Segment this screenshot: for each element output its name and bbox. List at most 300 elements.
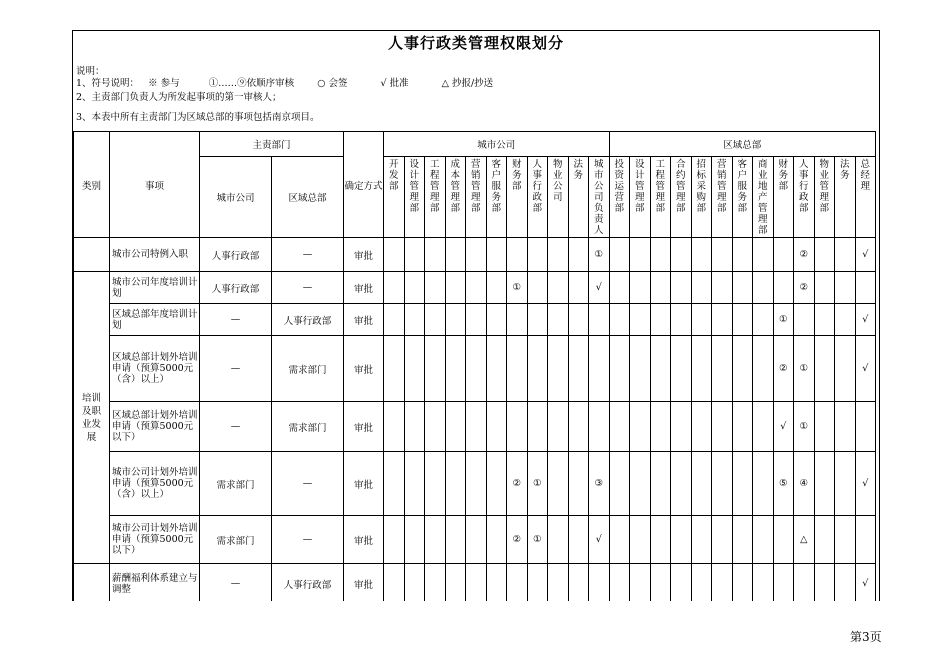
header-region-col-text: 客户服务部	[737, 159, 748, 214]
region-mark-cell	[691, 564, 712, 602]
region-mark-cell	[814, 516, 835, 564]
header-city-col	[589, 157, 610, 238]
note-2: 2、主责部门负责人为所发起事项的第一审核人；	[76, 92, 282, 103]
category-cell: 培训及职业发展	[74, 272, 110, 564]
item-cell: 城市公司计划外培训申请（预算5000元（含）以上）	[110, 452, 200, 516]
region-mark-cell	[794, 564, 815, 602]
region-mark-cell	[732, 402, 753, 452]
city-mark-cell	[425, 336, 446, 402]
city-mark-cell	[445, 304, 466, 336]
table-row	[74, 452, 876, 516]
header-region-col-text: 工程管理部	[655, 159, 666, 214]
region-mark-cell	[630, 272, 651, 304]
category-cell	[74, 564, 110, 602]
legend-prefix: 1、符号说明：	[76, 78, 140, 89]
legend-countersign: ○ 会签	[317, 78, 348, 89]
item-cell: 城市公司年度培训计划	[110, 272, 200, 304]
region-mark-cell	[712, 402, 733, 452]
header-region-col-text: 法务	[840, 159, 850, 181]
city-mark-cell	[527, 304, 548, 336]
header-city-col-text: 物业公司	[553, 159, 563, 203]
region-mark-cell	[630, 238, 651, 272]
region-mark-cell: ⑤	[773, 452, 794, 516]
region-mark-cell	[753, 564, 774, 602]
region-mark-cell	[671, 516, 692, 564]
city-mark-cell	[445, 238, 466, 272]
header-city-col	[568, 157, 589, 238]
region-mark-cell	[630, 564, 651, 602]
city-mark-cell	[507, 564, 528, 602]
city-mark-cell	[548, 452, 569, 516]
city-mark-cell: ②	[507, 452, 528, 516]
region-mark-cell: √	[773, 402, 794, 452]
header-item: 事项	[110, 132, 200, 238]
header-city-col-text: 开发部	[389, 159, 399, 192]
item-cell: 城市公司计划外培训申请（预算5000元以下）	[110, 516, 200, 564]
region-mark-cell	[814, 304, 835, 336]
header-region-col	[609, 157, 630, 238]
item-cell: 区域总部年度培训计划	[110, 304, 200, 336]
region-mark-cell	[691, 452, 712, 516]
region-mark-cell	[814, 402, 835, 452]
region-mark-cell	[691, 402, 712, 452]
legend-approve: √ 批准	[380, 78, 409, 89]
city-mark-cell	[548, 304, 569, 336]
city-mark-cell	[548, 402, 569, 452]
region-mark-cell	[732, 238, 753, 272]
city-mark-cell	[548, 516, 569, 564]
region-mark-cell	[630, 452, 651, 516]
header-region-col	[814, 157, 835, 238]
city-mark-cell	[425, 402, 446, 452]
method-cell: 审批	[344, 402, 384, 452]
region-mark-cell	[732, 272, 753, 304]
header-city-col	[466, 157, 487, 238]
header-region-col	[855, 157, 876, 238]
item-cell: 区域总部计划外培训申请（预算5000元以下）	[110, 402, 200, 452]
city-mark-cell	[527, 564, 548, 602]
region-mark-cell	[650, 402, 671, 452]
city-mark-cell	[384, 452, 405, 516]
region-mark-cell	[712, 272, 733, 304]
city-mark-cell	[568, 516, 589, 564]
region-mark-cell	[732, 564, 753, 602]
header-main-region: 区域总部	[272, 157, 344, 238]
header-city-col-text: 城市公司负责人	[594, 159, 604, 236]
city-mark-cell	[384, 564, 405, 602]
main-region-cell: 人事行政部	[272, 304, 344, 336]
city-mark-cell	[384, 238, 405, 272]
region-mark-cell	[814, 272, 835, 304]
city-mark-cell	[404, 238, 425, 272]
main-region-cell: 需求部门	[272, 402, 344, 452]
note-3: 3、本表中所有主责部门为区域总部的事项包括南京项目。	[76, 112, 320, 123]
region-mark-cell	[753, 402, 774, 452]
region-mark-cell	[855, 516, 876, 564]
city-mark-cell: ①	[527, 452, 548, 516]
header-region-col-text: 营销管理部	[717, 159, 727, 214]
city-mark-cell	[527, 272, 548, 304]
city-mark-cell	[507, 336, 528, 402]
region-mark-cell	[732, 452, 753, 516]
region-mark-cell: ②	[794, 272, 815, 304]
header-city-col-text: 成本管理部	[450, 159, 461, 214]
header-city-col-text: 营销管理部	[471, 159, 481, 214]
main-city-cell: —	[200, 304, 272, 336]
main-region-cell: 人事行政部	[272, 564, 344, 602]
main-city-cell: 需求部门	[200, 452, 272, 516]
region-mark-cell: √	[855, 238, 876, 272]
header-region-col	[691, 157, 712, 238]
header-city-col	[425, 157, 446, 238]
region-mark-cell	[814, 336, 835, 402]
main-city-cell: —	[200, 564, 272, 602]
region-mark-cell	[609, 336, 630, 402]
region-mark-cell	[855, 272, 876, 304]
city-mark-cell	[548, 564, 569, 602]
header-main-dept: 主责部门	[200, 132, 344, 157]
city-mark-cell	[568, 238, 589, 272]
region-mark-cell	[773, 564, 794, 602]
city-mark-cell	[404, 516, 425, 564]
legend-sequence: ①……⑨依顺序审核	[208, 78, 295, 89]
region-mark-cell	[712, 238, 733, 272]
region-mark-cell	[650, 564, 671, 602]
city-mark-cell	[548, 238, 569, 272]
region-mark-cell	[732, 516, 753, 564]
header-city-col-text: 设计管理部	[409, 159, 420, 214]
region-mark-cell	[671, 304, 692, 336]
city-mark-cell: √	[589, 516, 610, 564]
header-city-group: 城市公司	[384, 132, 610, 157]
region-mark-cell	[630, 304, 651, 336]
region-mark-cell	[773, 238, 794, 272]
region-mark-cell	[712, 336, 733, 402]
header-region-col-text: 人事行政部	[799, 159, 809, 214]
city-mark-cell	[507, 402, 528, 452]
city-mark-cell	[589, 402, 610, 452]
region-mark-cell	[609, 452, 630, 516]
city-mark-cell	[404, 304, 425, 336]
city-mark-cell	[384, 336, 405, 402]
region-mark-cell	[650, 304, 671, 336]
item-cell: 薪酬福利体系建立与调整	[110, 564, 200, 602]
city-mark-cell	[527, 238, 548, 272]
city-mark-cell: ①	[589, 238, 610, 272]
region-mark-cell: √	[855, 336, 876, 402]
region-mark-cell	[773, 272, 794, 304]
header-city-col	[384, 157, 405, 238]
city-mark-cell	[466, 272, 487, 304]
city-mark-cell	[384, 272, 405, 304]
region-mark-cell	[835, 304, 856, 336]
city-mark-cell	[445, 402, 466, 452]
main-region-cell: —	[272, 452, 344, 516]
permission-table	[73, 131, 876, 601]
city-mark-cell	[404, 402, 425, 452]
city-mark-cell: ①	[507, 272, 528, 304]
city-mark-cell	[425, 564, 446, 602]
city-mark-cell	[384, 516, 405, 564]
table-row	[74, 272, 876, 304]
region-mark-cell	[671, 238, 692, 272]
table-row	[74, 238, 876, 272]
header-city-col-text: 财务部	[512, 159, 522, 192]
region-mark-cell: ②	[794, 238, 815, 272]
region-mark-cell	[773, 516, 794, 564]
region-mark-cell	[712, 516, 733, 564]
table-row	[74, 402, 876, 452]
header-region-col	[712, 157, 733, 238]
region-mark-cell	[753, 238, 774, 272]
header-region-col	[671, 157, 692, 238]
header-region-col	[630, 157, 651, 238]
item-cell: 城市公司特例入职	[110, 238, 200, 272]
city-mark-cell	[589, 564, 610, 602]
city-mark-cell	[486, 272, 507, 304]
method-cell: 审批	[344, 238, 384, 272]
region-mark-cell	[814, 564, 835, 602]
city-mark-cell	[384, 402, 405, 452]
region-mark-cell	[814, 452, 835, 516]
region-mark-cell	[691, 304, 712, 336]
region-mark-cell	[835, 336, 856, 402]
region-mark-cell	[671, 402, 692, 452]
city-mark-cell	[589, 304, 610, 336]
method-cell: 审批	[344, 564, 384, 602]
header-region-col	[753, 157, 774, 238]
city-mark-cell	[486, 238, 507, 272]
region-mark-cell	[609, 238, 630, 272]
region-mark-cell: ①	[794, 336, 815, 402]
city-mark-cell	[404, 564, 425, 602]
header-region-col-text: 物业管理部	[819, 159, 830, 214]
main-region-cell: —	[272, 238, 344, 272]
header-region-col-text: 设计管理部	[635, 159, 645, 214]
main-city-cell: 需求部门	[200, 516, 272, 564]
city-mark-cell	[425, 516, 446, 564]
table-row	[74, 564, 876, 602]
header-region-col-text: 投资运营部	[614, 159, 625, 214]
header-city-col-text: 客户服务部	[491, 159, 502, 214]
city-mark-cell	[486, 402, 507, 452]
header-city-col	[507, 157, 528, 238]
city-mark-cell	[404, 452, 425, 516]
header-region-col	[794, 157, 815, 238]
main-region-cell: —	[272, 272, 344, 304]
category-cell	[74, 238, 110, 272]
region-mark-cell	[712, 452, 733, 516]
region-mark-cell	[835, 564, 856, 602]
region-mark-cell	[691, 238, 712, 272]
city-mark-cell	[404, 272, 425, 304]
city-mark-cell: √	[589, 272, 610, 304]
city-mark-cell	[486, 304, 507, 336]
header-region-group: 区域总部	[609, 132, 876, 157]
region-mark-cell	[650, 238, 671, 272]
city-mark-cell	[445, 336, 466, 402]
region-mark-cell	[753, 516, 774, 564]
city-mark-cell	[507, 238, 528, 272]
region-mark-cell: √	[855, 452, 876, 516]
region-mark-cell	[712, 564, 733, 602]
main-region-cell: 需求部门	[272, 336, 344, 402]
city-mark-cell	[568, 452, 589, 516]
header-city-col	[445, 157, 466, 238]
city-mark-cell	[568, 272, 589, 304]
region-mark-cell	[671, 452, 692, 516]
city-mark-cell	[466, 336, 487, 402]
city-mark-cell	[486, 452, 507, 516]
region-mark-cell	[671, 272, 692, 304]
region-mark-cell	[753, 336, 774, 402]
main-city-cell: —	[200, 336, 272, 402]
region-mark-cell: ①	[794, 402, 815, 452]
city-mark-cell	[445, 272, 466, 304]
city-mark-cell	[486, 516, 507, 564]
table-row	[74, 304, 876, 336]
main-city-cell: 人事行政部	[200, 272, 272, 304]
method-cell: 审批	[344, 272, 384, 304]
header-city-col-text: 工程管理部	[430, 159, 440, 214]
region-mark-cell: ②	[773, 336, 794, 402]
header-city-col-text: 人事行政部	[532, 159, 543, 214]
region-mark-cell	[855, 402, 876, 452]
region-mark-cell	[609, 304, 630, 336]
main-city-cell: —	[200, 402, 272, 452]
item-cell: 区域总部计划外培训申请（预算5000元（含）以上）	[110, 336, 200, 402]
header-region-col-text: 财务部	[778, 159, 789, 192]
region-mark-cell	[753, 272, 774, 304]
region-mark-cell	[753, 452, 774, 516]
region-mark-cell: ①	[773, 304, 794, 336]
region-mark-cell	[691, 272, 712, 304]
city-mark-cell	[425, 304, 446, 336]
region-mark-cell	[835, 402, 856, 452]
sheet	[72, 30, 880, 601]
region-mark-cell	[650, 272, 671, 304]
region-mark-cell	[753, 304, 774, 336]
region-mark-cell	[630, 516, 651, 564]
city-mark-cell	[404, 336, 425, 402]
legend-participate: ※ 参与	[148, 78, 180, 89]
city-mark-cell	[548, 336, 569, 402]
header-region-col-text: 商业地产管理部	[758, 159, 768, 236]
region-mark-cell	[835, 452, 856, 516]
header-main-city: 城市公司	[200, 157, 272, 238]
header-region-col	[835, 157, 856, 238]
city-mark-cell: ③	[589, 452, 610, 516]
legend-line	[76, 75, 493, 89]
city-mark-cell	[425, 452, 446, 516]
header-city-col	[404, 157, 425, 238]
city-mark-cell	[568, 304, 589, 336]
city-mark-cell	[425, 238, 446, 272]
header-region-col-text: 总经理	[860, 159, 871, 192]
sheet-title: 人事行政类管理权限划分	[387, 34, 564, 52]
method-cell: 审批	[344, 304, 384, 336]
method-cell: 审批	[344, 336, 384, 402]
legend-cc: △ 抄报/抄送	[441, 78, 494, 89]
city-mark-cell	[568, 564, 589, 602]
city-mark-cell	[507, 304, 528, 336]
city-mark-cell	[466, 564, 487, 602]
region-mark-cell	[609, 564, 630, 602]
header-region-col-text: 招标采购部	[696, 159, 707, 214]
region-mark-cell	[835, 272, 856, 304]
region-mark-cell	[609, 272, 630, 304]
region-mark-cell: △	[794, 516, 815, 564]
city-mark-cell	[466, 304, 487, 336]
city-mark-cell	[486, 336, 507, 402]
region-mark-cell	[712, 304, 733, 336]
region-mark-cell	[691, 336, 712, 402]
header-city-col	[527, 157, 548, 238]
city-mark-cell	[466, 516, 487, 564]
table-row	[74, 516, 876, 564]
region-mark-cell	[671, 564, 692, 602]
region-mark-cell	[630, 402, 651, 452]
method-cell: 审批	[344, 452, 384, 516]
table-row	[74, 336, 876, 402]
city-mark-cell	[589, 336, 610, 402]
region-mark-cell	[609, 402, 630, 452]
region-mark-cell	[794, 304, 815, 336]
city-mark-cell: ①	[527, 516, 548, 564]
city-mark-cell	[425, 272, 446, 304]
city-mark-cell	[466, 238, 487, 272]
city-mark-cell	[548, 272, 569, 304]
header-category: 类别	[74, 132, 110, 238]
page-number: 第3页	[850, 630, 882, 644]
region-mark-cell	[835, 238, 856, 272]
header-region-col	[650, 157, 671, 238]
region-mark-cell	[732, 336, 753, 402]
city-mark-cell	[568, 402, 589, 452]
region-mark-cell	[814, 238, 835, 272]
region-mark-cell	[732, 304, 753, 336]
city-mark-cell	[527, 402, 548, 452]
city-mark-cell	[466, 452, 487, 516]
main-region-cell: —	[272, 516, 344, 564]
header-city-col	[486, 157, 507, 238]
region-mark-cell: √	[855, 304, 876, 336]
region-mark-cell	[835, 516, 856, 564]
header-region-col-text: 合约管理部	[676, 159, 686, 214]
city-mark-cell	[466, 402, 487, 452]
city-mark-cell	[568, 336, 589, 402]
city-mark-cell	[445, 452, 466, 516]
notes-label: 说明：	[76, 66, 105, 77]
region-mark-cell	[650, 336, 671, 402]
region-mark-cell	[691, 516, 712, 564]
region-mark-cell: √	[855, 564, 876, 602]
region-mark-cell	[609, 516, 630, 564]
city-mark-cell	[527, 336, 548, 402]
region-mark-cell	[650, 452, 671, 516]
region-mark-cell	[630, 336, 651, 402]
city-mark-cell: ②	[507, 516, 528, 564]
city-mark-cell	[384, 304, 405, 336]
main-city-cell: 人事行政部	[200, 238, 272, 272]
header-method: 确定方式	[344, 132, 384, 238]
header-city-col	[548, 157, 569, 238]
header-region-col	[773, 157, 794, 238]
method-cell: 审批	[344, 516, 384, 564]
region-mark-cell	[671, 336, 692, 402]
header-city-col-text: 法务	[573, 159, 584, 181]
header-region-col	[732, 157, 753, 238]
